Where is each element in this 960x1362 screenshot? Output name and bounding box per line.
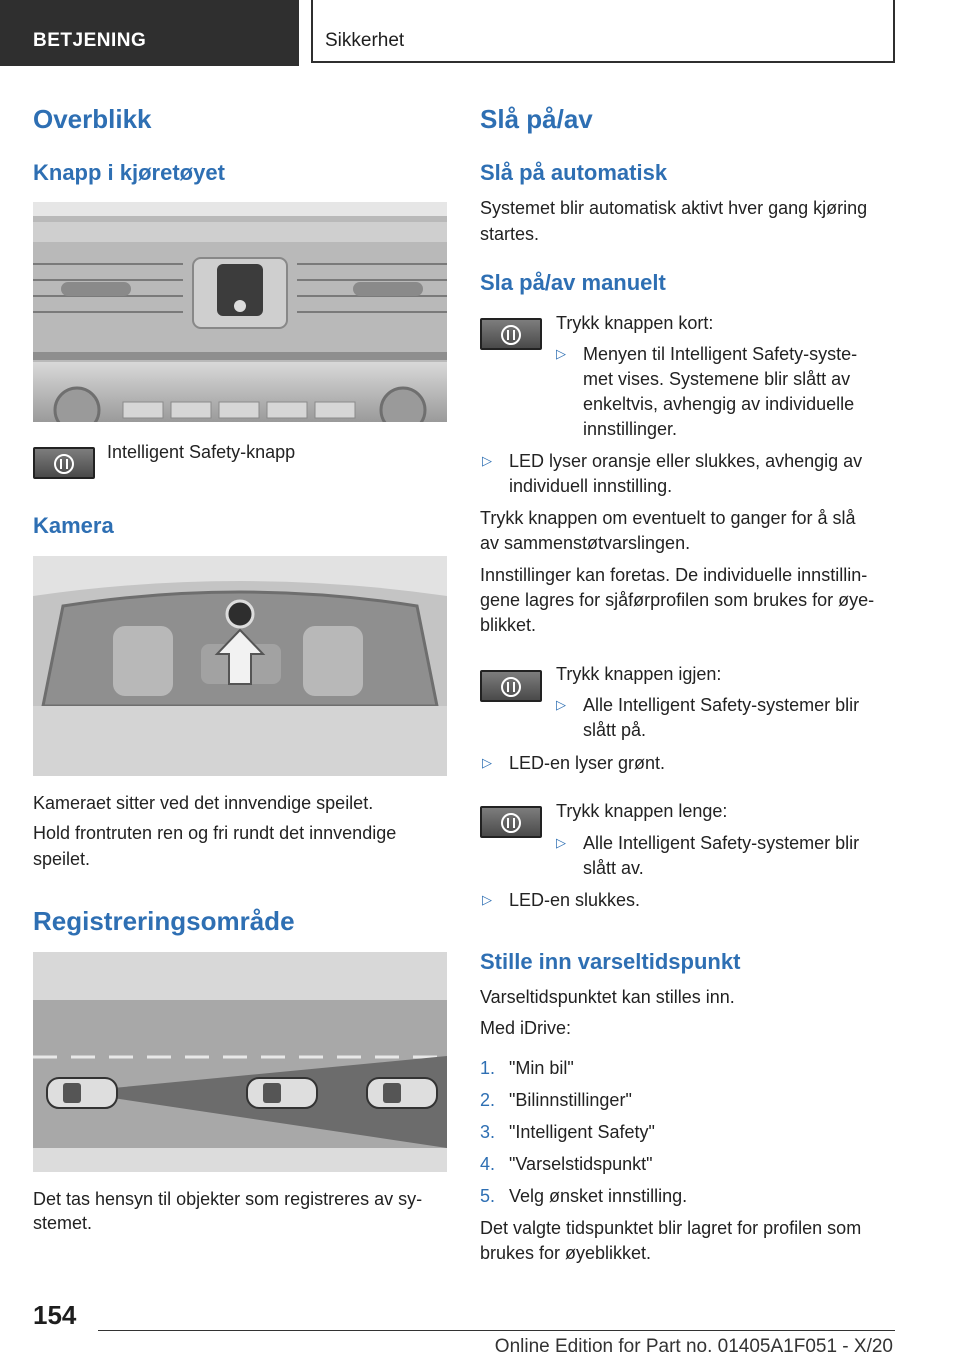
step-number: 2.: [480, 1090, 496, 1110]
bullet-icon: ▷: [556, 697, 566, 712]
step-number: 5.: [480, 1186, 496, 1206]
safety-button-icon: [480, 806, 542, 838]
range-text-b: stemet.: [33, 1213, 93, 1233]
step-number: 4.: [480, 1154, 496, 1174]
step-text: Velg ønsket innstilling.: [509, 1186, 688, 1206]
short-bullet-1-l2: met vises. Systemene blir slått av: [583, 369, 851, 389]
warn-heading: Stille inn varseltidspunkt: [480, 949, 741, 974]
idrive-text: Med iDrive:: [480, 1018, 572, 1038]
final-text-b: brukes for øyeblikket.: [480, 1243, 652, 1263]
header-chapter: Sikkerhet: [325, 30, 405, 51]
final-text-a: Det valgte tidspunktet blir lagret for profilen som: [480, 1218, 862, 1238]
again-bullet-2: LED-en lyser grønt.: [509, 753, 666, 773]
camera-text-2b: speilet.: [33, 849, 91, 869]
detection-range-figure: [33, 952, 447, 1172]
camera-text-1: Kameraet sitter ved det innvendige speilet.: [33, 793, 374, 813]
camera-heading: Kamera: [33, 513, 114, 538]
header-section-tab: [0, 0, 299, 66]
button-heading: Knapp i kjøretøyet: [33, 160, 225, 185]
short-bullet-1-l4: innstillinger.: [583, 419, 678, 439]
step-number: 3.: [480, 1122, 496, 1142]
short-bullet-1-l1: Menyen til Intelligent Safety-syste-: [583, 344, 858, 364]
again-press-text: Trykk knappen igjen:: [556, 664, 722, 684]
camera-figure: [33, 556, 447, 776]
settings-text-c: blikket.: [480, 615, 537, 635]
settings-text-a: Innstillinger kan foretas. De individuelle innstillin-: [480, 565, 868, 585]
bullet-icon: ▷: [556, 835, 566, 850]
range-heading: Registreringsområde: [33, 906, 295, 936]
safety-button-icon: [480, 670, 542, 702]
auto-text-b: startes.: [480, 224, 540, 244]
twice-text-b: av sammenstøtvarslingen.: [480, 533, 691, 553]
header-section: BETJENING: [33, 30, 147, 51]
auto-text-a: Systemet blir automatisk aktivt hver gang kjøring: [480, 198, 868, 218]
auto-heading: Slå på automatisk: [480, 160, 668, 185]
bullet-icon: ▷: [556, 346, 566, 361]
dashboard-button-figure: [33, 202, 447, 422]
short-bullet-2-l1: LED lyser oransje eller slukkes, avhengig av: [509, 451, 863, 471]
bullet-icon: ▷: [482, 453, 492, 468]
camera-text-2a: Hold frontruten ren og fri rundt det innvendige: [33, 823, 397, 843]
twice-text-a: Trykk knappen om eventuelt to ganger for å slå: [480, 508, 856, 528]
manual-heading: Sla på/av manuelt: [480, 270, 666, 295]
button-caption: Intelligent Safety-knapp: [107, 442, 296, 462]
step-text: "Intelligent Safety": [509, 1122, 655, 1142]
safety-button-icon: [480, 318, 542, 350]
bullet-icon: ▷: [482, 892, 492, 907]
step-text: "Bilinnstillinger": [509, 1090, 632, 1110]
page-number: 154: [33, 1300, 77, 1330]
long-bullet-1-l2: slått av.: [583, 858, 644, 878]
range-text-a: Det tas hensyn til objekter som registreres av sy-: [33, 1189, 423, 1209]
again-bullet-1-l1: Alle Intelligent Safety-systemer blir: [583, 695, 860, 715]
settings-text-b: gene lagres for sjåførprofilen som brukes for øye-: [480, 590, 875, 610]
overview-title: Overblikk: [33, 104, 152, 134]
long-bullet-2: LED-en slukkes.: [509, 890, 641, 910]
step-number: 1.: [480, 1058, 496, 1078]
safety-button-icon: [33, 447, 95, 479]
short-bullet-1-l3: enkeltvis, avhengig av individuelle: [583, 394, 855, 414]
onoff-title: Slå på/av: [480, 104, 593, 134]
long-press-text: Trykk knappen lenge:: [556, 801, 728, 821]
header-chapter-tab: [311, 0, 895, 63]
long-bullet-1-l1: Alle Intelligent Safety-systemer blir: [583, 833, 860, 853]
footer-rule: [98, 1330, 895, 1331]
warn-text: Varseltidspunktet kan stilles inn.: [480, 987, 735, 1007]
again-bullet-1-l2: slått på.: [583, 720, 647, 740]
short-press-text: Trykk knappen kort:: [556, 313, 714, 333]
step-text: "Min bil": [509, 1058, 574, 1078]
footer-edition: Online Edition for Part no. 01405A1F051 - X/20: [494, 1336, 893, 1357]
bullet-icon: ▷: [482, 755, 492, 770]
short-bullet-2-l2: individuell innstilling.: [509, 476, 673, 496]
step-text: "Varselstidspunkt": [509, 1154, 653, 1174]
